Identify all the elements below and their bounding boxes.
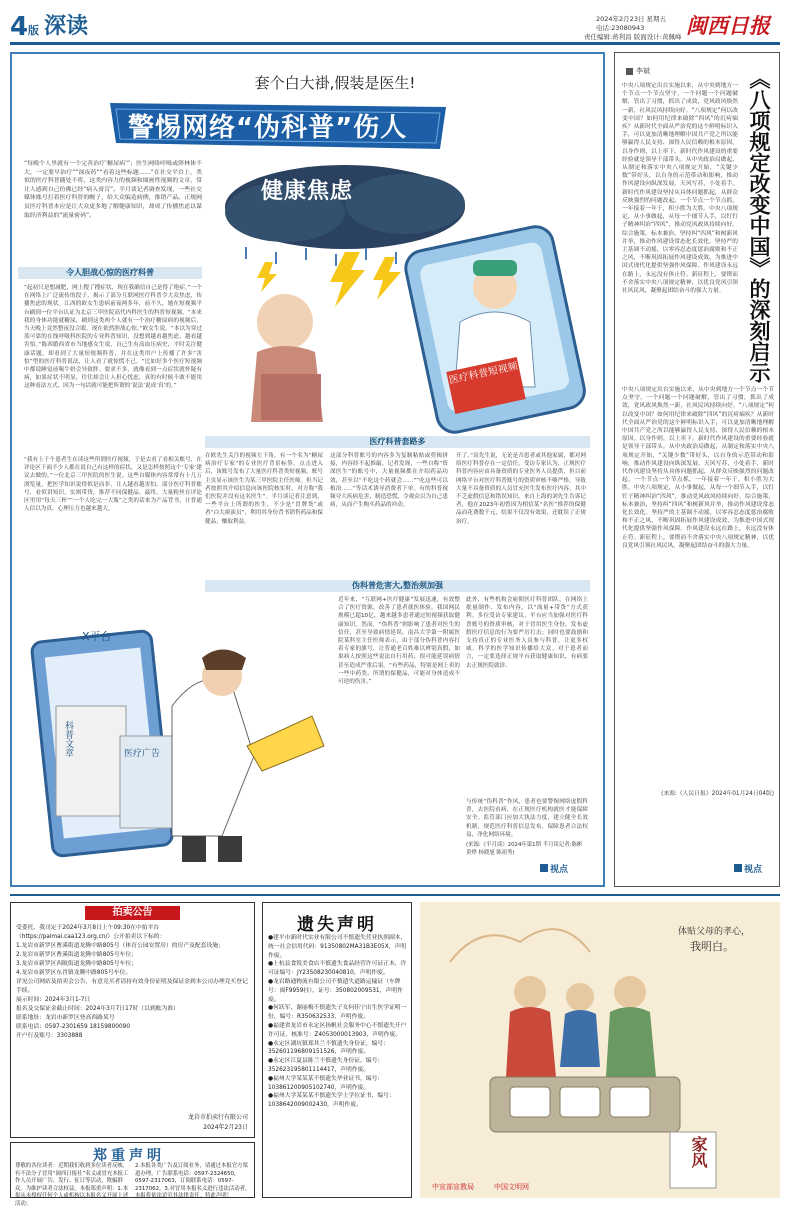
lost-item: ●建平市新时代实业有限公司不慎遗失营业执照副本，统一社会信用代码：91350802MA31B3E05X，声明作废。 [268, 935, 407, 959]
auction-line: 受委托，我司定于2024年3月8日上午09:30在中拍平台（https://paimai.caa123.org.cn/）公开拍卖以下标的： [16, 925, 166, 940]
auction-line: 联系地址：龙岩市新罗区登高西路某号 [16, 1015, 115, 1021]
auction-line: 2.龙岩市新罗区曹溪街道龙腾中路805号车位； [16, 952, 137, 958]
header-rule [10, 42, 780, 45]
public-service-ad [420, 902, 780, 1198]
viewpoint-icon [734, 864, 742, 872]
article-headline: 警惕网络“伪科普”伤人 [128, 113, 408, 143]
solemn-col-1: 尊敬的各位读者：近期我们收到多位读者反映，有不法分子冒用“闽西日报社”名义或冒充本报工作人员开展广告、发行、征订等活动，欺骗群众。为维护读者合法权益，本报郑重声明：1.本报从未授权任何个人或机构以本报名义开展上述活动； [15, 1163, 129, 1207]
editor-line: 责任编辑:蒋利昌 版面设计:黄佩峰 [584, 33, 682, 41]
auction-date: 2024年2月23日 [203, 1124, 248, 1131]
side-headline: 《八项规定改变中国》的深刻启示 [747, 68, 772, 383]
cartoon-ad-label: 医疗广告 [124, 749, 161, 759]
newspaper-logo: 闽西日报 [686, 13, 770, 38]
solemn-col-2: 2.本报各类广告及订阅业务，请通过本报官方渠道办理，广告联系电话：0597-2324650，0597-2317063，订阅联系电话：0597-2317062。3.对冒用本报名义进行违法活动者，本报将依法追究其法律责任。特此声明！ [135, 1163, 251, 1200]
page-number-suffix: 版 [28, 24, 39, 37]
side-viewpoint-badge [734, 862, 762, 875]
body-col-8: 与传统“伪科普”作风，患者也要警惕网络虚假科普，去医院看病，在正规医疗机构就医才能保障安全。监管部门应加大执法力度，建立健全长效机制，规范医疗科普信息发布，保障患者合法权益，净化网络环境。 [466, 799, 588, 838]
body-col-3: 在欧先生关注的视频左下角，有一个名为“糖尿病治疗专家”的专业医疗背景标签。点击进入后，该账号发布了大量医疗科普类短视频，账号主页显示该医生为某三甲医院主任医师。但当记者按照其介绍信息向该医院核实时，对方称“我们医院并没有这名医生”。半月谈记者注意到，一些平台上所谓的医生，不少是“冒牌货”或者“白大褂演员”，利用其身份背书销售药品和保健品，赚取利益。 [205, 453, 323, 525]
auction-line: 开户行及账号：3303888 [16, 1033, 83, 1039]
author-marker-icon [626, 68, 633, 75]
fake-doctor-cartoon [22, 596, 334, 866]
side-author [626, 66, 650, 76]
cartoon-screen-label: 医疗科普短视频 [446, 357, 525, 414]
auction-line: 报名及交保证金截止时间：2024年3月7日17时（以到账为准） [16, 1006, 179, 1012]
lost-item: ●福州大学某某某不慎遗失毕业证书，编号：103861200905102740，声明作废。 [268, 1075, 384, 1091]
lost-item: ●永定区湖坑镇郑其兰不慎遗失身份证，编号：352601196809151526，声明作废。 [268, 1040, 389, 1056]
viewpoint-badge-label: 视点 [550, 865, 569, 875]
auction-line: 4.龙岩市新罗区东肖镇龙腾中路805号车位。 [16, 970, 132, 976]
viewpoint-badge [540, 862, 568, 875]
body-col-7: 此外，有些机构会雇佣医疗科普团队，在网络上批量制作、发布内容，以“流量+带货”方式获利。多位受访专家建议，平台应当加强对医疗科普账号的资质审核，对于冒用医生身份、发布虚假医疗信息的行为要严厉打击；同时也要鼓励和支持真正的专业医务人员参与科普，让更多权威、科学的医学知识传播给大众。对于患者而言，一定要选择正规平台获取健康知识，有病要去正规医院就诊。 [466, 597, 588, 669]
solemn-title: 郑重声明 [93, 1148, 165, 1164]
lost-title: 遗失声明 [297, 915, 377, 935]
solemn-statement [10, 1142, 255, 1207]
subheading-2: 医疗科普套路多 [205, 436, 590, 448]
psa-seal: 家风 [689, 1136, 708, 1168]
lost-item: ●何跃军，谢丽梅不慎遗失子女何佳宁出生医学证明一份，编号：R350632533，声明作废。 [268, 1005, 407, 1021]
auction-line: 联系电话：0597-2301659 18159800090 [16, 1024, 131, 1030]
page-number: 4 [10, 12, 29, 42]
issue-date: 2024年2月23日 星期五 [596, 15, 667, 23]
auction-body [16, 924, 249, 1110]
lost-item: ●永定区江夏县陈兰不慎遗失身份证，编号：352623195801114417，声明作废。 [268, 1058, 384, 1073]
headline-banner [110, 95, 470, 153]
cartoon-title: 健康焦虑 [261, 179, 354, 204]
side-viewpoint-label: 视点 [744, 865, 763, 875]
phone-line: 电话:23080943 [596, 24, 645, 32]
lost-item: ●上杭县食锐美食店不慎遗失食品经营许可证正本，许可证编号：JY23508230040810，声明作废。 [268, 961, 407, 977]
section-title: 深读 [44, 14, 89, 39]
body-col-4: 这部分科普账号的内容多为复制粘贴或剪辑拼接，内容经不起推敲。记者发现，一些自称“资深医生”的账号中，大量视频都在介绍药品功效，甚至以“不吃这个药就会……”“吃这些可以根治……”等话术诱导消费者下单。有的科普视频夸大疾病危害，制造恐慌，令观众以为自己患病，从而产生购买药品的冲动。 [330, 453, 448, 509]
side-body-top: 中央八项规定出台实施以来，从中央到地方一个节点一个节点坚守，一个问题一个问题破解，管出了习惯，抓出了成效，党风政风焕然一新，社风民风持续向好。“八项规定”何以改变中国？如何用纪律来破除“四风”的沉疴痼疾？从新时代全面从严治党的这个鲜明标识入手，可以更加清晰地理解中国共产党之所以能够赢得人民支持、深得人民信赖的根本原因。以身作则，以上率下。新时代作风建设的重要经验就是领导干部带头。从中央政治局做起，从制定和落实中央八项规定开始，“关键少数”带好头，以自身的示范带动和影响，推动作风建设向纵深发展。天风写苏，小处着手，新时代作风建设坚持从具体问题抓起，从群众反映强烈的问题改起，一个节点一个节点抓，一年接着一年干，积小胜为大胜。中央八项规定，从小事做起，从每一个细节入手，以钉钉子精神纠治“四风”，推动党风政风持续向好。综合施策，标本兼治，坚持纠“四风”和树新风并举，推动作风建设常态化长效化。坚持严的主基调不动摇，以零容忍态度惩治腐败和不正之风，不断巩固拓展作风建设成效，为推进中国式现代化提供坚强作风保障。作风建设永远在路上，永远没有休止符。新征程上，要锲而不舍落实中央八项规定精神，以优良党风引领社风民风，凝聚起团结奋斗的强大力量。 [622, 83, 738, 295]
lost-item: ●龙岩路通物流有限公司不慎遗失道路运输证（车牌号：闽F9959挂），证号：350802009531，声明作废。 [268, 978, 403, 1003]
auction-line: 3.龙岩市新罗区西陂街道龙腾中路805号车位； [16, 961, 137, 967]
subheading-1: 令人胆战心惊的医疗科普 [18, 267, 202, 279]
body-col-6: 近年来，“互联网+医疗健康”发展迅速，有效整合了医疗资源，改善了患者就医体验。我国网民规模已超10亿，越来越多患者通过短视频获取健康知识。然而，“伪科普”则影响了患者对医生的信任，甚至导致病情延误。南昌大学第一附属医院某科室主任医师表示，由于部分伪科普内容打着专家的旗号，让普通老百姓难以辨别真假，如果病人按照这些说法自行用药，很可能延误病情甚至造成严重后果。“有些药品，特别是网上卖的一些中药类、所谓的保健品，可能对身体造成不可逆的伤害。” [338, 597, 460, 686]
viewpoint-icon [540, 864, 548, 872]
lost-body [268, 934, 408, 1196]
body-col-5: 开了。”高先生说，无论是否患者或其他家属，都对网络医疗科普存在一定信任。受访专家认为，正规医疗科普内容应由具备资质的专业医务人员提供，但目前网络平台对医疗科普账号的资质审核不够严格，导致大量不具备资质的人员冒充医生发布医疗内容，其中不乏虚假信息和错误知识。来自上海的刘先生告诉记者，他在2023年初曾因为相信某“名医”推荐的保健品而花费数千元，结果不仅没有效果，还耽误了正规治疗。 [456, 453, 586, 525]
side-author-name: 李斌 [636, 67, 650, 75]
auction-line: 详见公司网站及拍卖会公告，有意竞买者请持有效身份证明及保证金到本公司办理竞买登记手续。 [16, 979, 248, 994]
page-header [0, 0, 790, 44]
auction-line: 展示时间：2024年3月1-7日 [16, 997, 91, 1003]
article-source: (来源:《半月谈》2024年第1期 半月谈记者:陈彬 黄烨 杨晓旭 陈祖秀) [466, 842, 583, 856]
article-lead: “每晚个人里就有一个完善治疗‘糖尿病’”；医生网络呼吸或胖林体不大，一定要早治疗”“深夜药”“看着这些标题……”在社交平台上，类似的医疗科普随处不将，这类内容力的视频和图画性视频的文章，常让人感到自己仿佛已经“病入膏肓”。半月谈记者调查发现，一些社交媒体账号打着医疗科普的幌子，给大众编造病例、推销产品。正规网页医疗科普本应是让大众更多地了解健康知识，却成了传播焦虑以谋取经济利益的“流量密码”。 [24, 161, 202, 219]
psa-caption-1: 体贴父母的孝心， [678, 927, 751, 937]
health-anxiety-cartoon [205, 152, 590, 427]
cartoon-book-label: 科普文章 [63, 721, 73, 757]
body-col-1: “起初只是想减肥，网上搜了搜症状，现在我确信自己是得了绝症。”一个在网络上广泛流传的段子，揭示了部分互联网医疗科普令大众焦虑，传播焦虑的现状。江西的欧女生患病前夜两多年，前不久，她在短视频平台刷到一位平台认证为北京三甲医院高代内科医生的科普短视频。“本来我的身体功能就糖尿，刷到这类两个人就有一个治疗糖尿病的视频后，当天晚上竟然整夜没合眼，现在依然胆战心惊。”欧女生说。“本以为穿过蓝可靠的在线呼吸科医院的专业科普知识，没想到越看越焦虑，越看越害怕。”陈西婚西省市当地感女生说，自己生有高血压病史，平时关注健康话题，却看到了大量短视频科普，并在这类用户上传播了许多“害怕”型的医疗科普说法，让人看了就惊慌不已。“比如好多个医疗短视频中都说睡觉前喝牛奶会导致胖。要求不多，就像看到一点症状就怀疑有病，如果症状不明显，往往却会让人担心忧虑，真的有时候不敢不能用这种看法方式，因为一句话就可能把所谓的‘说法’说成‘真’的。” [24, 285, 202, 390]
body-col-2: “我有上千个患者生在读这些所谓医疗视频，于是去看了看相关账号，在评论区下面不少人都在说自己有这样的症状，又是怎样按照这个‘专家’建议去做的。”一位北京三甲医院的医生说。这些自媒体内容常常有十几万浏览量，把医学知识说得似是而非，让人越看越害怕。部分医疗科普账号，看似讲知识，实则带货，推荐不同保健品。最终，大量粉丝在评论区里用“每天三杯”“一个人吃完一大瓶”之类的话来为产品背书，让普通人信以为真，心理压力也越来越大。 [24, 457, 202, 513]
side-source: (来源:《人民日报》2024年01月24日04版) [661, 791, 774, 797]
lost-item: ●福建省龙岩市永定区扬帆社会服务中心不慎遗失开户许可证，核准号：Z4053000013903，声明作废。 [268, 1022, 407, 1038]
cartoon-platform-tab: X平台 [82, 630, 112, 643]
side-body-bottom: 中央八项规定出台实施以来，从中央到地方一个节点一个节点坚守，一个问题一个问题破解，管出了习惯，抓出了成效，党风政风焕然一新，社风民风持续向好。“八项规定”何以改变中国？如何用纪律来破除“四风”的沉疴痼疾？从新时代全面从严治党的这个鲜明标识入手，可以更加清晰地理解中国共产党之所以能够赢得人民支持、深得人民信赖的根本原因。以身作则，以上率下。新时代作风建设的重要经验就是领导干部带头。从中央政治局做起，从制定和落实中央八项规定开始，“关键少数”带好头，以自身的示范带动和影响，推动作风建设向纵深发展。天风写苏，小处着手，新时代作风建设坚持从具体问题抓起，从群众反映强烈的问题改起，一个节点一个节点抓，一年接着一年干，积小胜为大胜。中央八项规定，从小事做起，从每一个细节入手，以钉钉子精神纠治“四风”，推动党风政风持续向好。综合施策，标本兼治，坚持纠“四风”和树新风并举，推动作风建设常态化长效化。坚持严的主基调不动摇，以零容忍态度惩治腐败和不正之风，不断巩固拓展作风建设成效，为推进中国式现代化提供坚强作风保障。作风建设永远在路上，永远没有休止符。新征程上，要锲而不舍落实中央八项规定精神，以优良党风引领社风民风，凝聚起团结奋斗的强大力量。 [622, 387, 774, 549]
psa-caption-2: 我明白。 [690, 940, 734, 953]
subheading-3: 伪科普危害大,整治须加强 [205, 580, 590, 592]
ads-rule [10, 894, 780, 896]
psa-credit-2: 中国文明网 [494, 1183, 529, 1191]
article-kicker: 套个白大褂,假装是医生! [254, 74, 416, 92]
lost-item: ●福州大学某某某不慎遗失学士学位证书，编号：1038642009002430，声明作废。 [268, 1093, 395, 1109]
auction-signer: 龙岩市拍卖行有限公司 [187, 1114, 248, 1121]
auction-title: 拍卖公告 [85, 906, 180, 920]
psa-credit-1: 中宣部宣教局 [432, 1183, 474, 1191]
auction-line: 1.龙岩市新罗区曹溪街道龙腾中路805号（体育公园安置房）的房产及配套设施； [16, 943, 224, 949]
